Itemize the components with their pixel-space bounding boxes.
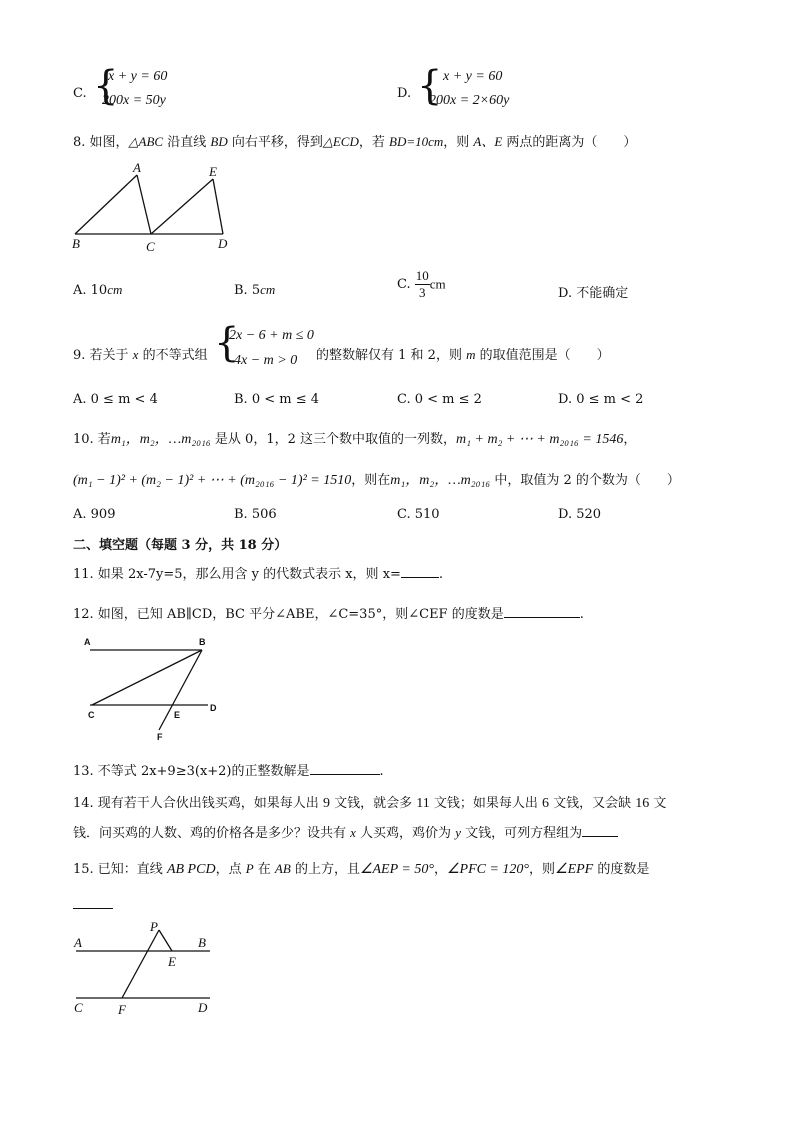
math: x <box>132 347 139 362</box>
q9-option-b: B. 0 < m ≤ 4 <box>234 392 320 407</box>
label-d: D <box>198 1000 208 1015</box>
q10-option-c: C. 510 <box>397 507 440 522</box>
answer-blank <box>401 577 439 578</box>
question-9-stem-pre <box>73 344 208 363</box>
text: 的整数解仅有 1 和 2，则 <box>316 348 467 363</box>
q12-figure <box>78 634 228 744</box>
text: 的不等式组 <box>138 348 208 363</box>
math: P <box>245 861 254 876</box>
option-label: B. 5 <box>234 283 261 298</box>
text: . <box>379 764 384 779</box>
label-e: E <box>168 954 176 969</box>
question-14-line-1 <box>73 792 666 812</box>
option-label: C. <box>73 86 87 101</box>
q8-figure <box>65 158 250 258</box>
equation: x + y = 60 <box>108 69 168 84</box>
inequality: 4x − m > 0 <box>234 353 298 368</box>
label-c: C <box>88 710 95 720</box>
q8-option-b <box>234 282 275 298</box>
math: △ECD <box>322 134 359 149</box>
answer-blank <box>73 898 113 909</box>
math: ∠PFC = 120° <box>446 862 530 877</box>
label-e: E <box>174 710 181 720</box>
label-c: C <box>146 239 155 254</box>
text: 沿直线 <box>163 135 211 150</box>
number: 11 <box>416 796 430 811</box>
text: 8. 如图， <box>73 135 129 150</box>
question-10-line-2 <box>73 469 680 489</box>
text: 文 <box>649 796 667 811</box>
text: 文钱；如果每人出 <box>429 796 542 811</box>
fraction <box>415 268 430 301</box>
equation: x + y = 60 <box>443 69 503 84</box>
section-title: 二、填空题（每题 3 分，共 18 分） <box>73 538 288 553</box>
label-f: F <box>118 1002 126 1017</box>
math: AB <box>274 861 291 876</box>
text: ， <box>433 862 447 877</box>
q9-option-a: A. 0 ≤ m < 4 <box>73 392 158 407</box>
text: ，则 <box>443 135 474 150</box>
q8-option-c <box>397 268 446 301</box>
text: 是从 0，1，2 这三个数中取值的一列数， <box>210 432 457 447</box>
label-b: B <box>199 637 206 647</box>
numerator: 10 <box>415 268 429 283</box>
unit: cm <box>260 282 276 297</box>
text: 在 <box>253 862 275 877</box>
q10-option-d: D. 520 <box>558 507 602 522</box>
text: 两点的距离为（ ） <box>502 135 637 150</box>
label-b: B <box>198 935 206 950</box>
answer-blank <box>582 836 618 837</box>
math: m <box>466 347 476 362</box>
question-10-line-1 <box>73 428 636 448</box>
text: 11. 如果 2x-7y=5，那么用含 y 的代数式表示 x，则 x= <box>73 567 401 582</box>
question-11 <box>73 563 443 582</box>
label-a: A <box>84 637 91 647</box>
text: 9. 若关于 <box>73 348 133 363</box>
label-f: F <box>157 732 163 742</box>
text: 文钱，又会缺 <box>548 796 636 811</box>
question-13 <box>73 760 384 779</box>
text: ，则 <box>529 862 556 877</box>
denominator: 3 <box>419 285 426 300</box>
unit: cm <box>107 282 123 297</box>
q9-option-d: D. 0 ≤ m < 2 <box>558 392 644 407</box>
text: 12. 如图，已知 AB∥CD，BC 平分∠ABE，∠C=35°，则∠CEF 的度数是 <box>73 607 504 622</box>
text: ，若 <box>358 135 389 150</box>
math: A、E <box>473 134 503 149</box>
math: m₁，m₂，…m₂₀₁₆ <box>390 473 491 488</box>
text: 10. 若 <box>73 432 111 447</box>
label-d: D <box>210 703 217 713</box>
text: 钱．问买鸡的人数、鸡的价格各是多少？设共有 <box>73 826 351 841</box>
option-label: A. 10 <box>73 283 108 298</box>
math: x <box>350 825 356 840</box>
brace: { <box>417 63 443 109</box>
text: 的上方，且 <box>290 862 360 877</box>
number: 9 <box>322 796 330 811</box>
question-15 <box>73 858 649 878</box>
math: ∠AEP = 50° <box>359 862 434 877</box>
question-14-line-2 <box>73 822 618 841</box>
number: 6 <box>541 796 549 811</box>
question-8-stem <box>73 131 636 150</box>
text: 14. 现有若干人合伙出钱买鸡，如果每人出 <box>73 796 323 811</box>
equation: 200x = 50y <box>102 93 166 108</box>
option-label: C. <box>397 277 411 292</box>
label-b: B <box>72 236 80 251</box>
text: 的取值范围是（ ） <box>475 348 610 363</box>
label-a: A <box>74 935 82 950</box>
math: △ABC <box>128 134 164 149</box>
question-12 <box>73 603 584 622</box>
text: 的度数是 <box>593 862 650 877</box>
q9-option-c: C. 0 < m ≤ 2 <box>397 392 482 407</box>
text: 向右平移，得到 <box>227 135 323 150</box>
q8-option-a <box>73 282 122 298</box>
text: . <box>438 567 444 582</box>
question-9-stem-post <box>316 344 610 363</box>
text: . <box>579 607 584 622</box>
math: BD <box>210 134 228 149</box>
math: ∠EPF <box>555 862 594 877</box>
label-p: P <box>150 919 158 934</box>
number: 16 <box>635 796 650 811</box>
inequality: 2x − 6 + m ≤ 0 <box>229 328 314 343</box>
label-c: C <box>74 1000 83 1015</box>
brace: { <box>93 63 119 109</box>
math: AB PCD <box>166 862 216 877</box>
math: BD=10cm <box>389 134 444 149</box>
answer-blank <box>310 774 380 775</box>
q10-option-a: A. 909 <box>73 507 116 522</box>
brace: { <box>214 320 240 366</box>
label-e: E <box>209 164 217 179</box>
equation: 200x = 2×60y <box>429 93 510 108</box>
text: 15. 已知：直线 <box>73 862 167 877</box>
text: 人买鸡，鸡价为 <box>355 826 456 841</box>
text: 中，取值为 2 的个数为（ ） <box>490 473 680 488</box>
math: m₁ + m₂ + ⋯ + m₂₀₁₆ = 1546 <box>456 432 624 447</box>
q8-option-d: D. 不能确定 <box>558 286 629 301</box>
text: 文钱，可列方程组为 <box>460 826 583 841</box>
text: ， <box>623 432 637 447</box>
text: 文钱，就会多 <box>329 796 417 811</box>
text: 13. 不等式 2x+9≥3(x+2)的正整数解是 <box>73 764 310 779</box>
unit: cm <box>429 276 446 292</box>
q10-option-b: B. 506 <box>234 507 277 522</box>
text: ，点 <box>215 862 246 877</box>
option-label: D. <box>397 86 412 101</box>
text: ，则在 <box>351 473 391 488</box>
answer-blank <box>504 617 580 618</box>
label-a: A <box>133 160 141 175</box>
math: y <box>455 825 461 840</box>
math: (m₁ − 1)² + (m₂ − 1)² + ⋯ + (m₂₀₁₆ − 1)² = 1510 <box>73 473 352 488</box>
math: m₁，m₂，…m₂₀₁₆ <box>110 432 211 447</box>
label-d: D <box>218 236 228 251</box>
q15-figure <box>68 918 218 1022</box>
